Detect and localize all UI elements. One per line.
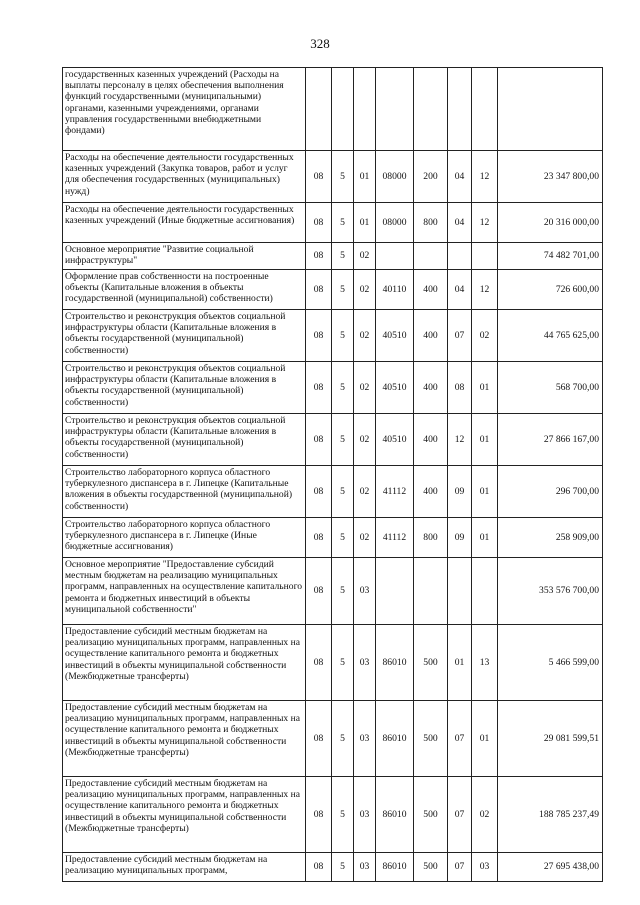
code-cell-c5 bbox=[414, 243, 448, 270]
amount-cell: 296 700,00 bbox=[498, 466, 603, 518]
row-description: Расходы на обеспечение деятельности государственных казенных учреждений (Иные бюджетные ассигнования) bbox=[63, 203, 306, 243]
code-cell-c6: 07 bbox=[448, 701, 472, 777]
row-description: Предоставление субсидий местным бюджетам на реализацию муниципальных программ, направленных на осуществление капитального ремонта и бюджетных инвестиций в объекты муниципальной собственности (Межбюджетные трансферты) bbox=[63, 625, 306, 701]
amount-cell: 74 482 701,00 bbox=[498, 243, 603, 270]
code-cell-c7: 01 bbox=[472, 518, 498, 558]
code-cell-c3: 01 bbox=[354, 203, 376, 243]
code-cell-c5: 400 bbox=[414, 414, 448, 466]
code-cell-c4: 08000 bbox=[376, 151, 414, 203]
code-cell-c2: 5 bbox=[332, 777, 354, 853]
row-description: Строительство и реконструкция объектов социальной инфраструктуры области (Капитальные вложения в объекты государственной (муниципальной) собственности) bbox=[63, 310, 306, 362]
code-cell-c4: 40510 bbox=[376, 310, 414, 362]
table-body bbox=[63, 68, 603, 882]
code-cell-c1: 08 bbox=[306, 414, 332, 466]
code-cell-c7: 03 bbox=[472, 853, 498, 882]
code-cell-c6: 01 bbox=[448, 625, 472, 701]
code-cell-c1: 08 bbox=[306, 558, 332, 625]
row-description: Предоставление субсидий местным бюджетам на реализацию муниципальных программ, направленных на осуществление капитального ремонта и бюджетных инвестиций в объекты муниципальной собственности (Межбюджетные трансферты) bbox=[63, 777, 306, 853]
row-description: Оформление прав собственности на построенные объекты (Капитальные вложения в объекты государственной (муниципальной) собственности) bbox=[63, 270, 306, 310]
row-description: Строительство лабораторного корпуса областного туберкулезного диспансера в г. Липецке (Иные бюджетные ассигнования) bbox=[63, 518, 306, 558]
code-cell-c2 bbox=[332, 68, 354, 151]
code-cell-c7: 01 bbox=[472, 362, 498, 414]
code-cell-c3: 02 bbox=[354, 243, 376, 270]
code-cell-c5 bbox=[414, 68, 448, 151]
code-cell-c6 bbox=[448, 243, 472, 270]
code-cell-c5: 500 bbox=[414, 625, 448, 701]
code-cell-c4: 86010 bbox=[376, 777, 414, 853]
code-cell-c2: 5 bbox=[332, 625, 354, 701]
code-cell-c4: 86010 bbox=[376, 853, 414, 882]
code-cell-c3: 02 bbox=[354, 270, 376, 310]
code-cell-c6: 09 bbox=[448, 466, 472, 518]
code-cell-c5: 800 bbox=[414, 518, 448, 558]
code-cell-c7: 02 bbox=[472, 777, 498, 853]
code-cell-c3: 02 bbox=[354, 362, 376, 414]
code-cell-c4: 40510 bbox=[376, 362, 414, 414]
code-cell-c2: 5 bbox=[332, 243, 354, 270]
code-cell-c1: 08 bbox=[306, 243, 332, 270]
table-row bbox=[63, 558, 603, 625]
code-cell-c4 bbox=[376, 243, 414, 270]
code-cell-c3: 02 bbox=[354, 518, 376, 558]
amount-cell: 568 700,00 bbox=[498, 362, 603, 414]
code-cell-c7: 12 bbox=[472, 151, 498, 203]
table-row bbox=[63, 777, 603, 853]
code-cell-c3: 02 bbox=[354, 466, 376, 518]
amount-cell: 29 081 599,51 bbox=[498, 701, 603, 777]
row-description: Основное мероприятие "Предоставление субсидий местным бюджетам на реализацию муниципальных программ, направленных на осуществление капитального ремонта и бюджетных инвестиций в объекты муниципальной собственности" bbox=[63, 558, 306, 625]
code-cell-c6: 04 bbox=[448, 270, 472, 310]
row-description: Расходы на обеспечение деятельности государственных казенных учреждений (Закупка товаров, работ и услуг для обеспечения государственных (муниципальных) нужд) bbox=[63, 151, 306, 203]
code-cell-c2: 5 bbox=[332, 853, 354, 882]
row-description: Предоставление субсидий местным бюджетам на реализацию муниципальных программ, направленных на осуществление капитального ремонта и бюджетных инвестиций в объекты муниципальной собственности (Межбюджетные трансферты) bbox=[63, 701, 306, 777]
amount-cell: 23 347 800,00 bbox=[498, 151, 603, 203]
table-row bbox=[63, 68, 603, 151]
code-cell-c3: 03 bbox=[354, 853, 376, 882]
code-cell-c7: 01 bbox=[472, 414, 498, 466]
code-cell-c4 bbox=[376, 558, 414, 625]
code-cell-c4 bbox=[376, 68, 414, 151]
code-cell-c1: 08 bbox=[306, 203, 332, 243]
table-row bbox=[63, 518, 603, 558]
code-cell-c4: 41112 bbox=[376, 518, 414, 558]
code-cell-c6: 07 bbox=[448, 310, 472, 362]
code-cell-c3: 01 bbox=[354, 151, 376, 203]
code-cell-c5: 400 bbox=[414, 310, 448, 362]
code-cell-c4: 40510 bbox=[376, 414, 414, 466]
code-cell-c3: 02 bbox=[354, 414, 376, 466]
table-row bbox=[63, 270, 603, 310]
code-cell-c7: 02 bbox=[472, 310, 498, 362]
code-cell-c4: 40110 bbox=[376, 270, 414, 310]
code-cell-c5: 400 bbox=[414, 362, 448, 414]
table-row bbox=[63, 151, 603, 203]
code-cell-c6: 08 bbox=[448, 362, 472, 414]
code-cell-c1: 08 bbox=[306, 853, 332, 882]
code-cell-c4: 86010 bbox=[376, 701, 414, 777]
code-cell-c7 bbox=[472, 558, 498, 625]
code-cell-c2: 5 bbox=[332, 270, 354, 310]
code-cell-c2: 5 bbox=[332, 518, 354, 558]
code-cell-c2: 5 bbox=[332, 203, 354, 243]
code-cell-c6 bbox=[448, 68, 472, 151]
amount-cell: 27 695 438,00 bbox=[498, 853, 603, 882]
page-number: 328 bbox=[310, 36, 330, 51]
code-cell-c1: 08 bbox=[306, 466, 332, 518]
code-cell-c5: 800 bbox=[414, 203, 448, 243]
code-cell-c5: 400 bbox=[414, 270, 448, 310]
row-description: Предоставление субсидий местным бюджетам на реализацию муниципальных программ, bbox=[63, 853, 306, 882]
amount-cell: 20 316 000,00 bbox=[498, 203, 603, 243]
code-cell-c4: 08000 bbox=[376, 203, 414, 243]
code-cell-c2: 5 bbox=[332, 701, 354, 777]
code-cell-c2: 5 bbox=[332, 558, 354, 625]
code-cell-c4: 86010 bbox=[376, 625, 414, 701]
table-row bbox=[63, 310, 603, 362]
table-row bbox=[63, 414, 603, 466]
amount-cell: 726 600,00 bbox=[498, 270, 603, 310]
code-cell-c2: 5 bbox=[332, 362, 354, 414]
budget-table bbox=[62, 67, 603, 882]
table-row bbox=[63, 853, 603, 882]
code-cell-c3: 02 bbox=[354, 310, 376, 362]
code-cell-c2: 5 bbox=[332, 310, 354, 362]
code-cell-c1: 08 bbox=[306, 362, 332, 414]
code-cell-c2: 5 bbox=[332, 151, 354, 203]
code-cell-c6 bbox=[448, 558, 472, 625]
amount-cell: 188 785 237,49 bbox=[498, 777, 603, 853]
row-description: Строительство лабораторного корпуса областного туберкулезного диспансера в г. Липецке (Капитальные вложения в объекты государственной (муниципальной) собственности) bbox=[63, 466, 306, 518]
code-cell-c3: 03 bbox=[354, 777, 376, 853]
code-cell-c7 bbox=[472, 243, 498, 270]
row-description: Основное мероприятие "Развитие социальной инфраструктуры" bbox=[63, 243, 306, 270]
code-cell-c7: 13 bbox=[472, 625, 498, 701]
code-cell-c7: 12 bbox=[472, 270, 498, 310]
amount-cell bbox=[498, 68, 603, 151]
code-cell-c5 bbox=[414, 558, 448, 625]
code-cell-c3: 03 bbox=[354, 558, 376, 625]
table-row bbox=[63, 203, 603, 243]
code-cell-c6: 12 bbox=[448, 414, 472, 466]
code-cell-c6: 07 bbox=[448, 853, 472, 882]
code-cell-c1: 08 bbox=[306, 777, 332, 853]
code-cell-c7: 01 bbox=[472, 701, 498, 777]
code-cell-c5: 500 bbox=[414, 777, 448, 853]
code-cell-c1: 08 bbox=[306, 518, 332, 558]
code-cell-c6: 09 bbox=[448, 518, 472, 558]
table-row bbox=[63, 701, 603, 777]
code-cell-c2: 5 bbox=[332, 466, 354, 518]
code-cell-c1 bbox=[306, 68, 332, 151]
amount-cell: 258 909,00 bbox=[498, 518, 603, 558]
code-cell-c1: 08 bbox=[306, 701, 332, 777]
code-cell-c5: 200 bbox=[414, 151, 448, 203]
code-cell-c6: 04 bbox=[448, 203, 472, 243]
code-cell-c1: 08 bbox=[306, 151, 332, 203]
code-cell-c7 bbox=[472, 68, 498, 151]
code-cell-c1: 08 bbox=[306, 310, 332, 362]
amount-cell: 353 576 700,00 bbox=[498, 558, 603, 625]
code-cell-c3: 03 bbox=[354, 625, 376, 701]
code-cell-c1: 08 bbox=[306, 625, 332, 701]
code-cell-c6: 07 bbox=[448, 777, 472, 853]
row-description: государственных казенных учреждений (Расходы на выплаты персоналу в целях обеспечения выполнения функций государственными (муниципальными) органами, казенными учреждениями, органами управления государственными внебюджетными фондами) bbox=[63, 68, 306, 151]
table-row bbox=[63, 243, 603, 270]
code-cell-c3: 03 bbox=[354, 701, 376, 777]
table-row bbox=[63, 362, 603, 414]
amount-cell: 27 866 167,00 bbox=[498, 414, 603, 466]
code-cell-c3 bbox=[354, 68, 376, 151]
amount-cell: 5 466 599,00 bbox=[498, 625, 603, 701]
code-cell-c5: 500 bbox=[414, 853, 448, 882]
code-cell-c7: 12 bbox=[472, 203, 498, 243]
code-cell-c4: 41112 bbox=[376, 466, 414, 518]
code-cell-c2: 5 bbox=[332, 414, 354, 466]
table-row bbox=[63, 625, 603, 701]
code-cell-c1: 08 bbox=[306, 270, 332, 310]
code-cell-c5: 400 bbox=[414, 466, 448, 518]
row-description: Строительство и реконструкция объектов социальной инфраструктуры области (Капитальные вложения в объекты государственной (муниципальной) собственности) bbox=[63, 362, 306, 414]
code-cell-c5: 500 bbox=[414, 701, 448, 777]
code-cell-c6: 04 bbox=[448, 151, 472, 203]
amount-cell: 44 765 625,00 bbox=[498, 310, 603, 362]
table-row bbox=[63, 466, 603, 518]
code-cell-c7: 01 bbox=[472, 466, 498, 518]
row-description: Строительство и реконструкция объектов социальной инфраструктуры области (Капитальные вложения в объекты государственной (муниципальной) собственности) bbox=[63, 414, 306, 466]
